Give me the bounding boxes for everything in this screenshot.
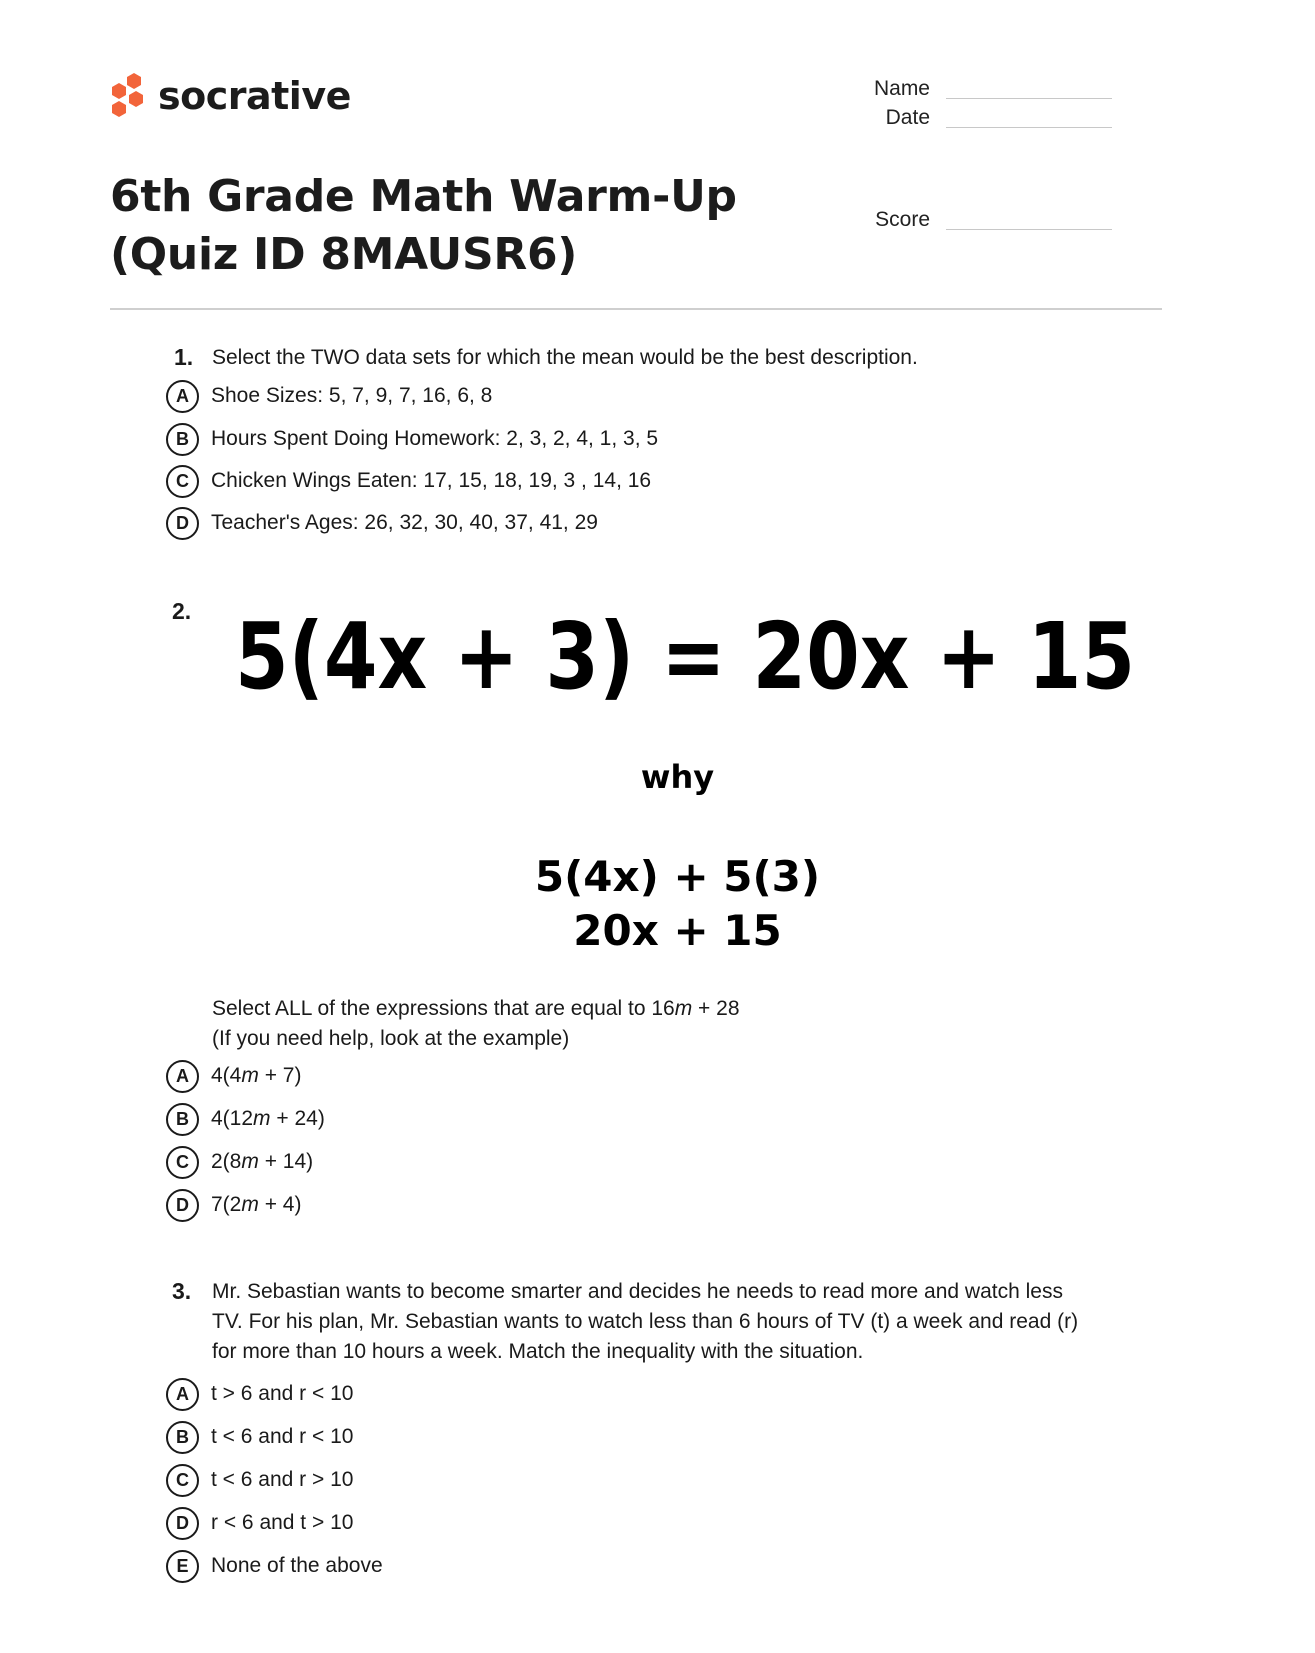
- option-letter-badge[interactable]: B: [166, 1421, 199, 1454]
- date-line[interactable]: [946, 127, 1112, 128]
- option-letter-badge[interactable]: C: [166, 465, 199, 498]
- option-letter-badge[interactable]: A: [166, 380, 199, 413]
- q2-option-c[interactable]: [166, 1145, 313, 1179]
- question-3-number: 3.: [172, 1278, 192, 1304]
- example-why: why: [640, 758, 715, 796]
- option-letter-badge[interactable]: C: [166, 1464, 199, 1497]
- option-text: Hours Spent Doing Homework: 2, 3, 2, 4, 1, 3, 5: [211, 427, 659, 450]
- question-3-line-3: for more than 10 hours a week. Match the inequality with the situation.: [212, 1340, 864, 1363]
- option-text: 7(2m + 4): [211, 1193, 302, 1216]
- name-label: Name: [873, 77, 930, 100]
- date-field[interactable]: [800, 107, 1112, 128]
- q1-option-b[interactable]: [166, 422, 658, 456]
- example-equation: 5(4x + 3) = 20x + 15: [235, 603, 1135, 710]
- example-step-2: 20x + 15: [573, 906, 782, 955]
- q1-option-a[interactable]: [166, 379, 492, 413]
- option-letter-badge[interactable]: B: [166, 1103, 199, 1136]
- page-title: 6th Grade Math Warm-Up (Quiz ID 8MAUSR6): [110, 171, 737, 280]
- q3-option-d[interactable]: [166, 1506, 353, 1540]
- logo-wordmark: socrative: [158, 74, 351, 118]
- name-field[interactable]: [800, 78, 1112, 99]
- option-text: r < 6 and t > 10: [211, 1511, 354, 1534]
- option-letter-badge[interactable]: D: [166, 507, 199, 540]
- option-text: t < 6 and r < 10: [211, 1425, 354, 1448]
- option-letter-badge[interactable]: E: [166, 1550, 199, 1583]
- question-2-line-2: (If you need help, look at the example): [212, 1027, 570, 1050]
- date-label: Date: [885, 106, 930, 129]
- name-line[interactable]: [946, 98, 1112, 99]
- score-line[interactable]: [946, 229, 1112, 230]
- option-letter-badge[interactable]: C: [166, 1146, 199, 1179]
- option-letter-badge[interactable]: B: [166, 423, 199, 456]
- q2-option-d[interactable]: [166, 1188, 301, 1222]
- option-text: Teacher's Ages: 26, 32, 30, 40, 37, 41, 29: [211, 511, 598, 534]
- option-letter-badge[interactable]: D: [166, 1507, 199, 1540]
- question-3-line-2: TV. For his plan, Mr. Sebastian wants to watch less than 6 hours of TV (t) a week and read (r): [212, 1310, 1079, 1333]
- option-text: 4(4m + 7): [211, 1064, 302, 1087]
- q2-option-b[interactable]: [166, 1102, 325, 1136]
- option-letter-badge[interactable]: A: [166, 1378, 199, 1411]
- option-text: t > 6 and r < 10: [211, 1382, 354, 1405]
- option-letter-badge[interactable]: A: [166, 1060, 199, 1093]
- example-step-1: 5(4x) + 5(3): [534, 852, 821, 901]
- header-divider: [110, 308, 1162, 310]
- option-letter-badge[interactable]: D: [166, 1189, 199, 1222]
- score-label: Score: [875, 208, 930, 231]
- q1-option-d[interactable]: [166, 506, 598, 540]
- option-text: 4(12m + 24): [211, 1107, 325, 1130]
- q3-option-a[interactable]: [166, 1377, 353, 1411]
- option-text: Chicken Wings Eaten: 17, 15, 18, 19, 3 , 14, 16: [211, 469, 652, 492]
- q3-option-e[interactable]: [166, 1549, 383, 1583]
- question-2-line-1: Select ALL of the expressions that are equal to 16m + 28: [212, 997, 740, 1020]
- question-3-text: [212, 1277, 1078, 1367]
- question-1-text: Select the TWO data sets for which the mean would be the best description.: [212, 346, 918, 369]
- option-text: 2(8m + 14): [211, 1150, 314, 1173]
- option-text: Shoe Sizes: 5, 7, 9, 7, 16, 6, 8: [211, 384, 493, 407]
- question-1-number: 1.: [174, 344, 194, 370]
- option-text: None of the above: [211, 1554, 383, 1577]
- q1-option-c[interactable]: [166, 464, 651, 498]
- socrative-logo: [110, 72, 351, 120]
- question-2-number: 2.: [172, 598, 192, 624]
- hexagon-cluster-icon: [110, 72, 148, 120]
- example-equation-image: [226, 600, 1144, 710]
- q2-option-a[interactable]: [166, 1059, 301, 1093]
- question-2-text: [212, 994, 740, 1054]
- question-3-line-1: Mr. Sebastian wants to become smarter and decides he needs to read more and watch less: [212, 1280, 1063, 1303]
- option-text: t < 6 and r > 10: [211, 1468, 354, 1491]
- q3-option-b[interactable]: [166, 1420, 353, 1454]
- q3-option-c[interactable]: [166, 1463, 353, 1497]
